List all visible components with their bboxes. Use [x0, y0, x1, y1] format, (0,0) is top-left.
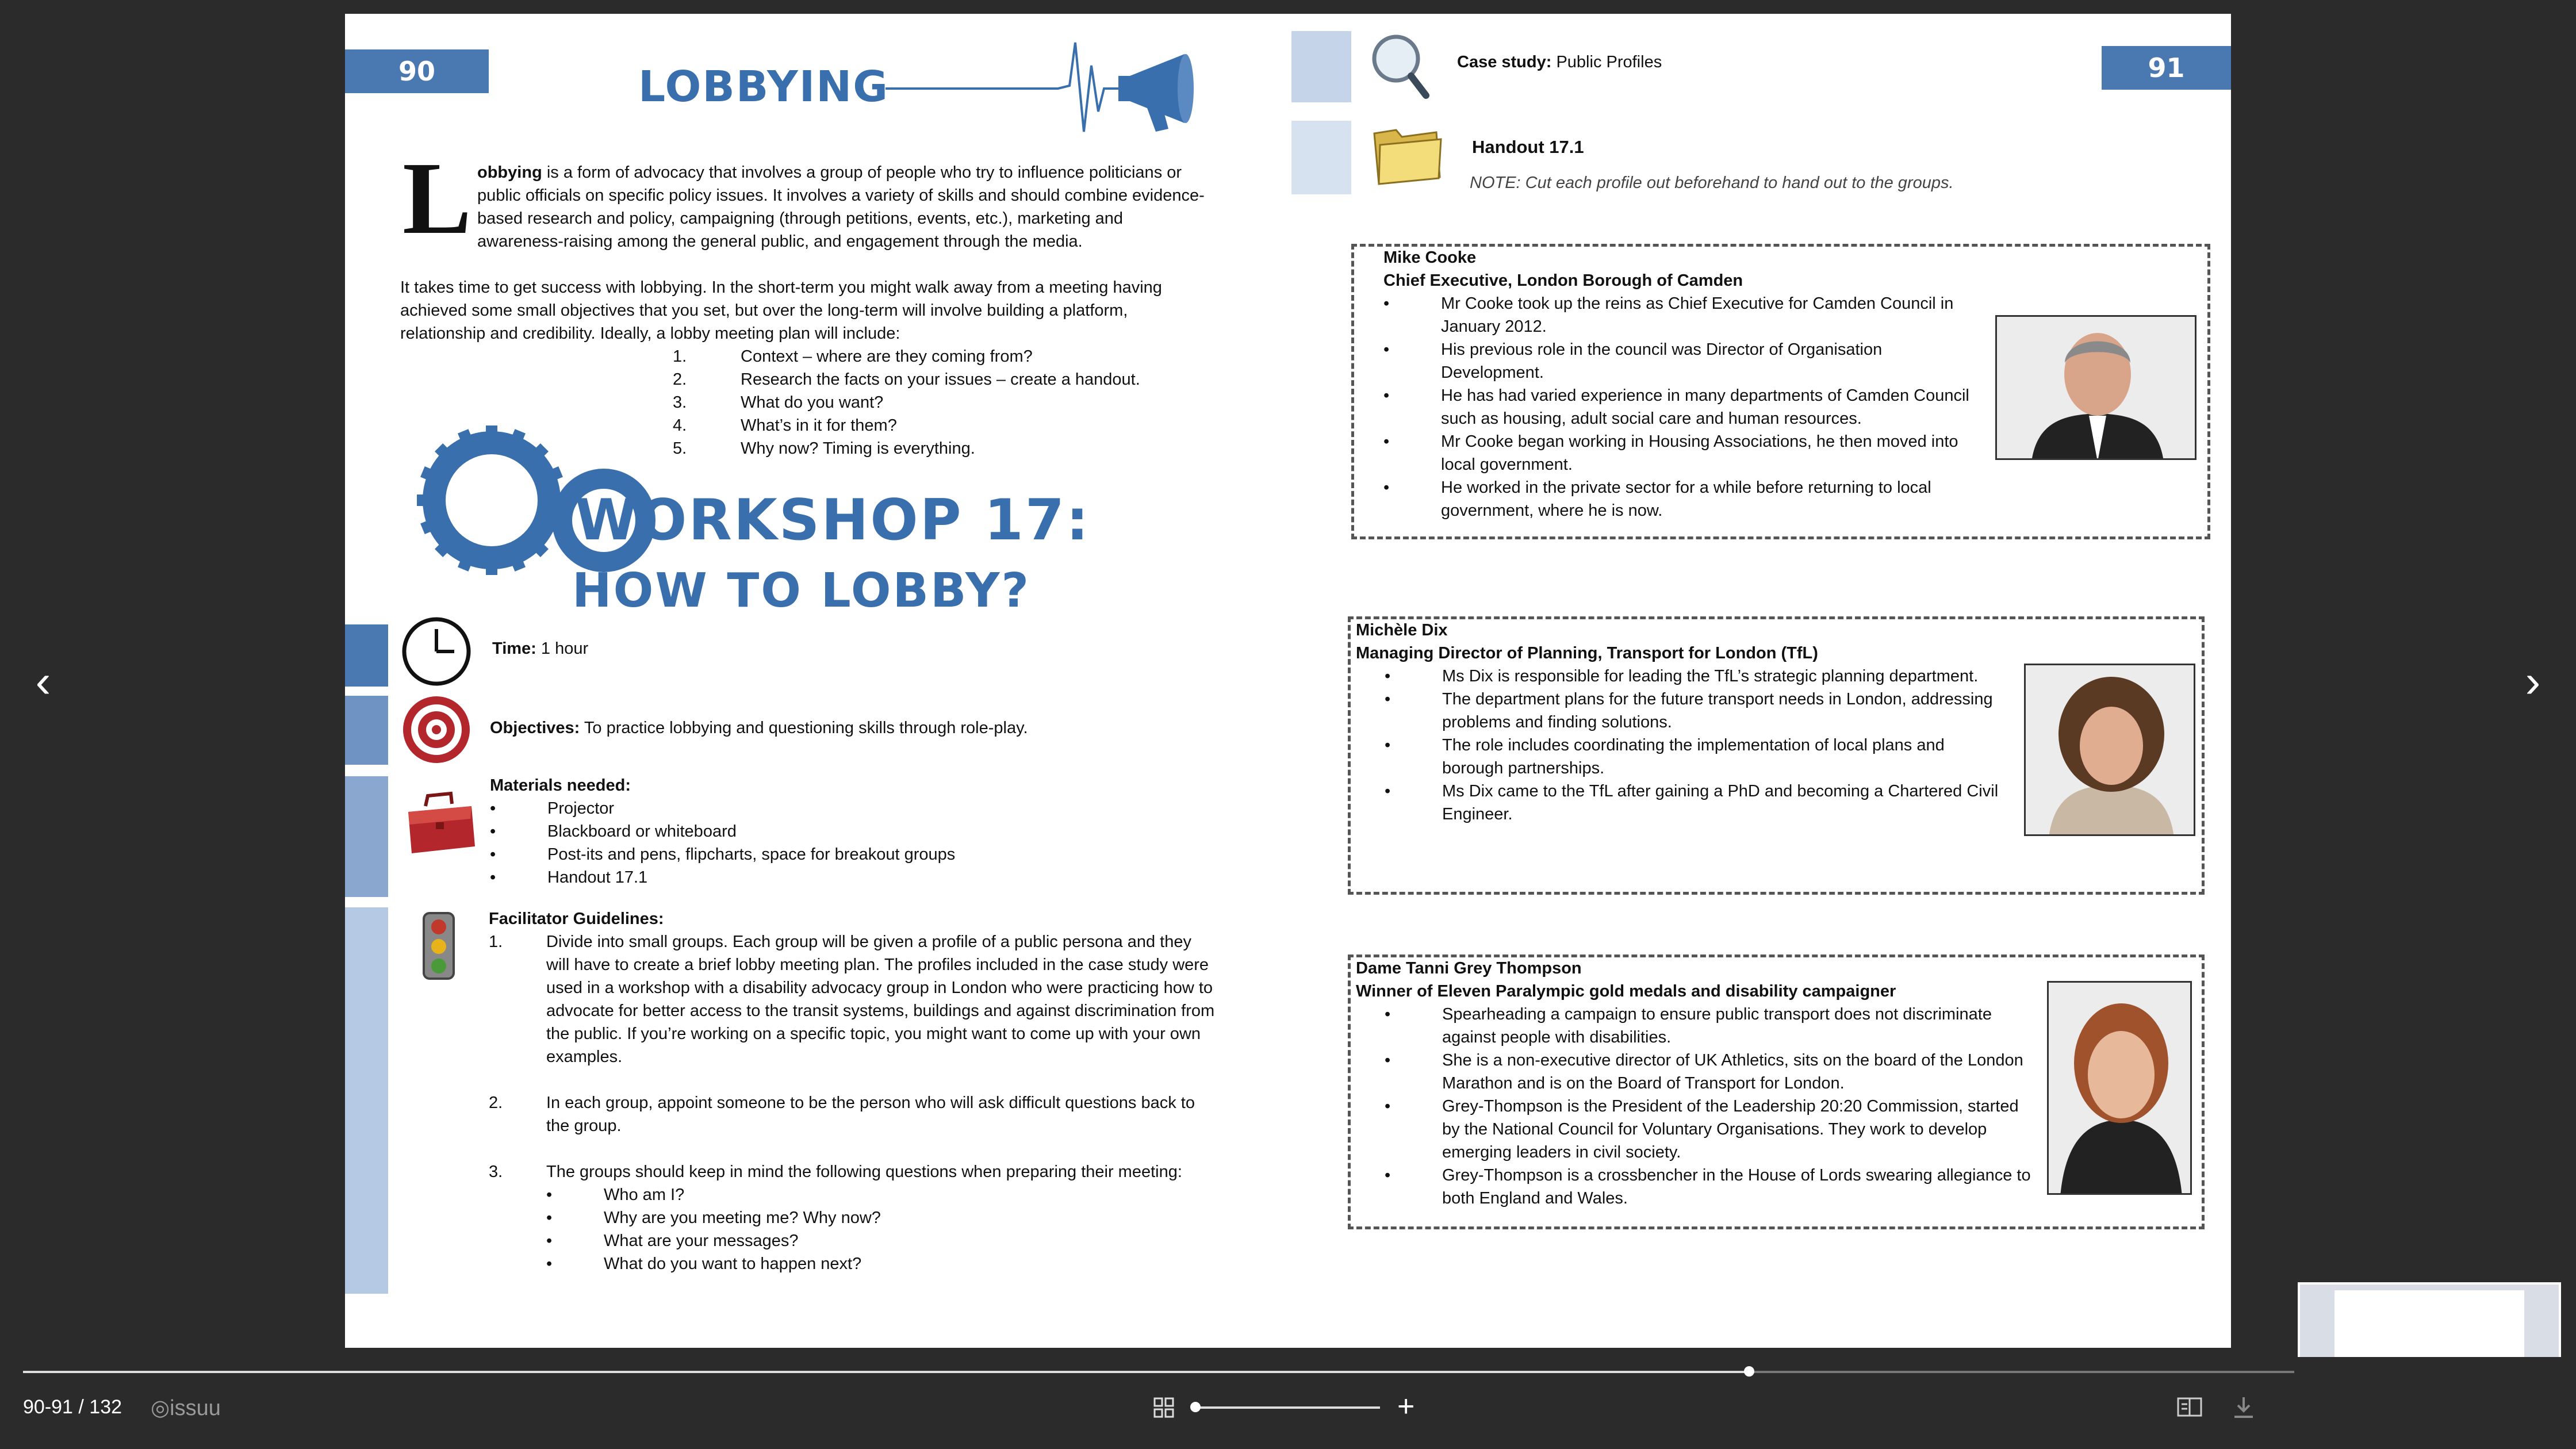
next-page-button[interactable]: ›	[2525, 656, 2541, 707]
zoom-slider-track[interactable]	[1194, 1406, 1380, 1409]
question-item	[546, 1252, 1219, 1275]
zoom-slider-knob[interactable]	[1190, 1402, 1201, 1412]
plan-item	[673, 368, 1190, 391]
list-text: Research the facts on your issues – create a handout.	[741, 370, 1140, 389]
list-text: Projector	[547, 799, 615, 818]
list-marker: •	[1385, 690, 1391, 708]
list-text: The groups should keep in mind the following questions when preparing their meeting:	[546, 1163, 1182, 1181]
list-text: Who am I?	[604, 1186, 685, 1204]
profile-1	[1383, 246, 1981, 522]
list-marker: •	[490, 868, 496, 887]
page-indicator: 90-91 / 132	[23, 1396, 122, 1418]
profile-bullet	[1385, 1003, 2040, 1049]
guideline-item	[489, 1091, 1219, 1137]
strip-square-1	[1291, 31, 1351, 102]
profile-bullets	[1356, 1003, 2040, 1210]
profile-bullet	[1383, 476, 1981, 522]
profile-bullet	[1385, 665, 2000, 688]
list-marker: •	[546, 1186, 553, 1204]
list-marker: •	[546, 1255, 553, 1273]
profile-role: Winner of Eleven Paralympic gold medals and disability campaigner	[1356, 982, 1896, 1000]
materials-list	[490, 797, 1209, 889]
page-number-left: 90	[345, 49, 489, 93]
profile-bullet	[1385, 734, 2000, 780]
list-marker: 3.	[673, 393, 687, 412]
clock-icon	[401, 616, 471, 687]
list-marker: 3.	[489, 1163, 503, 1181]
list-text: What do you want?	[741, 393, 884, 412]
material-item	[490, 866, 1209, 889]
side-strip-3	[345, 776, 388, 897]
list-text: Ms Dix came to the TfL after gaining a PhD and becoming a Chartered Civil Engineer.	[1442, 782, 1999, 823]
list-marker: •	[546, 1209, 553, 1227]
list-text: What’s in it for them?	[741, 416, 897, 435]
profile-2	[1356, 619, 2000, 826]
plan-item	[673, 345, 1190, 368]
side-strip-4	[345, 907, 388, 1294]
list-text: The department plans for the future transport needs in London, addressing problems and finding solutions.	[1442, 690, 1993, 731]
case-study-row	[1457, 51, 1662, 74]
list-text: What are your messages?	[604, 1232, 799, 1250]
section-title: LOBBYING	[638, 62, 889, 112]
profile-role: Managing Director of Planning, Transport for London (TfL)	[1356, 644, 1818, 662]
side-strip-1	[345, 624, 388, 687]
magnifier-icon	[1368, 32, 1432, 101]
time-value: 1 hour	[540, 639, 589, 658]
guideline-item	[489, 1160, 1219, 1183]
profile-bullets	[1383, 292, 1981, 522]
target-icon	[401, 695, 471, 765]
list-marker: •	[490, 822, 496, 841]
list-text: What do you want to happen next?	[604, 1255, 862, 1273]
materials-label: Materials needed:	[490, 776, 631, 795]
strip-square-2	[1291, 121, 1351, 194]
prev-page-button[interactable]: ‹	[35, 656, 51, 707]
list-marker: •	[490, 845, 496, 864]
workshop-title-2: HOW TO LOBBY?	[572, 564, 1031, 618]
list-marker: •	[1385, 1097, 1391, 1116]
list-marker: •	[490, 799, 496, 818]
case-study-label: Case study:	[1457, 53, 1552, 71]
profile-bullet	[1383, 338, 1981, 384]
list-marker: •	[546, 1232, 553, 1250]
time-label: Time:	[492, 639, 536, 658]
profile-photo-1	[1995, 315, 2196, 460]
profile-photo-2	[2024, 664, 2195, 836]
objectives-label: Objectives:	[490, 719, 580, 737]
facilitator-label: Facilitator Guidelines:	[489, 910, 664, 928]
list-marker: •	[1383, 386, 1390, 405]
list-marker: 1.	[489, 933, 503, 951]
question-item	[546, 1229, 1219, 1252]
material-item	[490, 797, 1209, 820]
list-text: Blackboard or whiteboard	[547, 822, 737, 841]
case-study-value: Public Profiles	[1556, 53, 1662, 71]
side-strip-2	[345, 696, 388, 765]
list-marker: •	[1385, 667, 1391, 685]
issuu-brand: issuu	[170, 1396, 221, 1420]
list-text: In each group, appoint someone to be the person who will ask difficult questions back to the group.	[546, 1094, 1195, 1135]
list-text: She is a non-executive director of UK Athletics, sits on the board of the London Marathon and is on the Board of Transport for London.	[1442, 1051, 2023, 1092]
profile-bullet	[1385, 1049, 2040, 1095]
list-text: Mr Cooke began working in Housing Associations, he then moved into local government.	[1441, 432, 1958, 474]
list-text: Post-its and pens, flipcharts, space for breakout groups	[547, 845, 956, 864]
list-text: Spearheading a campaign to ensure public transport does not discriminate against people with disabilities.	[1442, 1005, 1992, 1046]
folder-icon	[1371, 122, 1443, 186]
profile-bullet	[1383, 430, 1981, 476]
profile-3	[1356, 957, 2040, 1210]
list-text: He worked in the private sector for a while before returning to local government, where he is now.	[1441, 478, 1931, 520]
list-marker: •	[1383, 478, 1390, 497]
plan-paragraph: It takes time to get success with lobbying. In the short-term you might walk away from a meeting having achieved some small objectives that you set, but over the long-term will involve building a platform, relationship and credibility. Ideally, a lobby meeting plan will include:	[400, 278, 1162, 343]
guidelines-list	[489, 930, 1219, 1183]
list-marker: •	[1385, 782, 1391, 800]
issuu-logo[interactable]	[151, 1395, 221, 1421]
profile-bullets	[1356, 665, 2000, 826]
list-text: Mr Cooke took up the reins as Chief Executive for Camden Council in January 2012.	[1441, 294, 1954, 336]
list-text: Grey-Thompson is a crossbencher in the House of Lords swearing allegiance to both England and Wales.	[1442, 1166, 2031, 1208]
grid-view-icon[interactable]	[1153, 1397, 1174, 1418]
issuu-logo-icon: ◎	[151, 1396, 170, 1420]
list-text: Grey-Thompson is the President of the Leadership 20:20 Commission, started by the National Council for Voluntary Organisations. They work to develop emerging leaders in civil society.	[1442, 1097, 2019, 1162]
intro-rest: is a form of advocacy that involves a group of people who try to influence politicians or public officials on specific policy issues. It involves a variety of skills and should combine evidence-based research and policy, campaigning (through petitions, events, etc.), marketing and awareness-raising among the general public, and engagement through the media.	[477, 163, 1205, 251]
profile-name: Michèle Dix	[1356, 621, 1448, 639]
handout-title: Handout 17.1	[1472, 137, 1584, 157]
handout-note: NOTE: Cut each profile out beforehand to hand out to the groups.	[1470, 174, 1954, 192]
intro-paragraph	[477, 161, 1213, 253]
list-marker: •	[1383, 432, 1390, 451]
guideline-item	[489, 930, 1219, 1068]
intro-bold: obbying	[477, 163, 542, 182]
list-text: His previous role in the council was Director of Organisation Development.	[1441, 340, 1883, 382]
profile-bullet	[1385, 1095, 2040, 1164]
question-item	[546, 1206, 1219, 1229]
traffic-light-icon	[421, 912, 456, 981]
profile-name: Mike Cooke	[1383, 248, 1477, 267]
facilitator-block	[489, 907, 1219, 1275]
profile-bullet	[1383, 384, 1981, 430]
list-text: The role includes coordinating the implementation of local plans and borough partnerships.	[1442, 736, 1945, 777]
profile-photo-3	[2047, 981, 2192, 1195]
list-text: Divide into small groups. Each group will be given a profile of a public persona and they will have to create a brief lobby meeting plan. The profiles included in the case study were used in a workshop with a disability advocacy group in London who were practicing how to advocate for better access to the transit systems, buildings and against discrimination from the public. If you’re working on a specific topic, you might want to come up with your own examples.	[546, 933, 1215, 1066]
list-marker: 1.	[673, 347, 687, 366]
list-marker: •	[1383, 340, 1390, 359]
material-item	[490, 843, 1209, 866]
profile-name: Dame Tanni Grey Thompson	[1356, 959, 1582, 977]
materials-block	[490, 774, 1209, 889]
list-marker: •	[1385, 1166, 1391, 1184]
list-marker: 5.	[673, 439, 687, 458]
plan-item	[673, 414, 1190, 437]
list-marker: •	[1385, 736, 1391, 754]
list-text: Why now? Timing is everything.	[741, 439, 975, 458]
progress-knob[interactable]	[1744, 1366, 1754, 1377]
list-text: Ms Dix is responsible for leading the TfL’s strategic planning department.	[1442, 667, 1979, 685]
progress-fill	[23, 1371, 1749, 1373]
plan-list	[673, 345, 1190, 460]
questions-list	[489, 1183, 1219, 1275]
list-text: Why are you meeting me? Why now?	[604, 1209, 881, 1227]
megaphone-icon	[885, 31, 1219, 146]
profile-bullet	[1385, 1164, 2040, 1210]
toolbox-icon	[402, 789, 478, 858]
list-marker: 4.	[673, 416, 687, 435]
list-text: He has had varied experience in many departments of Camden Council such as housing, adult social care and human resources.	[1441, 386, 1969, 428]
objectives-row	[490, 716, 1028, 739]
plan-item	[673, 437, 1190, 460]
profile-bullet	[1385, 688, 2000, 734]
page-number-right: 91	[2102, 46, 2231, 90]
plan-item	[673, 391, 1190, 414]
list-marker: •	[1385, 1005, 1391, 1023]
workshop-title-1: WORKSHOP 17:	[575, 488, 1091, 553]
time-row	[492, 637, 588, 660]
profile-bullet	[1385, 780, 2000, 826]
objectives-value: To practice lobbying and questioning skills through role-play.	[584, 719, 1028, 737]
download-icon[interactable]	[2232, 1395, 2255, 1420]
list-text: Context – where are they coming from?	[741, 347, 1033, 366]
profile-role: Chief Executive, London Borough of Camden	[1383, 271, 1743, 290]
material-item	[490, 820, 1209, 843]
list-marker: •	[1385, 1051, 1391, 1070]
question-item	[546, 1183, 1219, 1206]
dropcap: L	[402, 141, 472, 255]
reader-mode-icon[interactable]	[2177, 1396, 2202, 1419]
list-marker: 2.	[673, 370, 687, 389]
list-marker: •	[1383, 294, 1390, 313]
zoom-in-button[interactable]: +	[1397, 1390, 1415, 1423]
list-marker: 2.	[489, 1094, 503, 1112]
list-text: Handout 17.1	[547, 868, 648, 887]
profile-bullet	[1383, 292, 1981, 338]
